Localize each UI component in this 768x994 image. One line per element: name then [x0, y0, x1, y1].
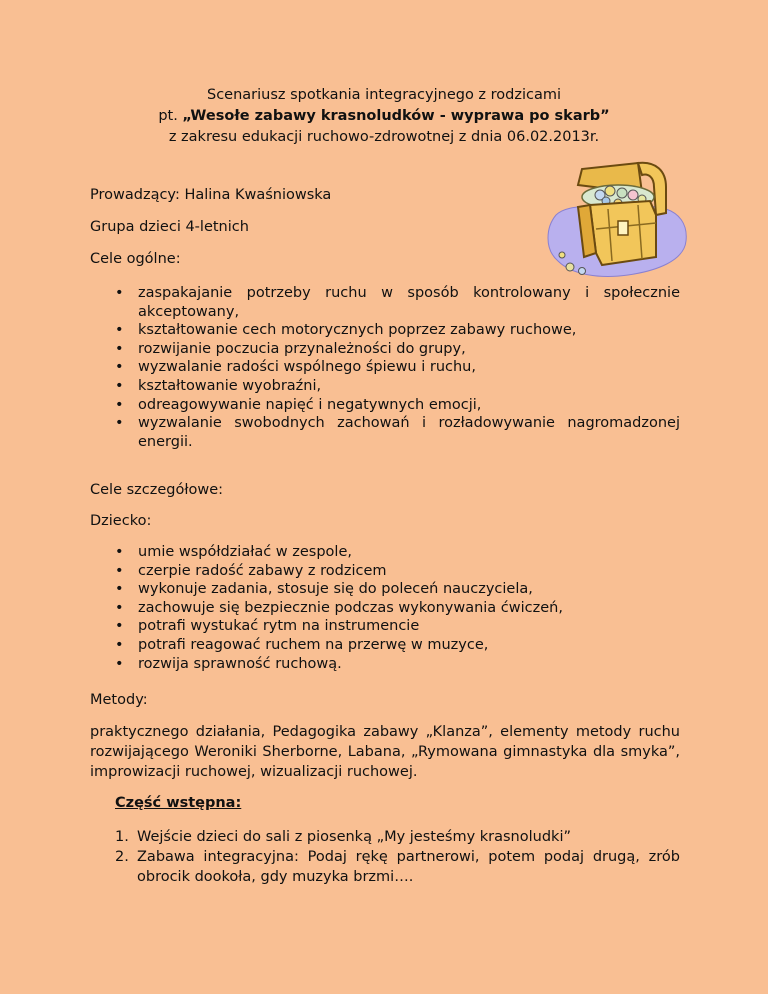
detailed-goals-list	[90, 543, 680, 673]
detailed-goals-heading: Cele szczegółowe:	[90, 482, 224, 498]
list-item	[115, 847, 680, 887]
list-item: • rozwijanie poczucia przynależności do grupy,	[90, 340, 680, 359]
step-number: 1.	[115, 829, 129, 845]
list-item: • kształtowanie wyobraźni,	[90, 377, 680, 396]
document-header	[0, 85, 768, 148]
child-label: Dziecko:	[90, 513, 152, 529]
lead-teacher: Prowadzący: Halina Kwaśniowska	[90, 187, 332, 203]
header-line-1: Scenariusz spotkania integracyjnego z rodzicami	[206, 87, 562, 103]
list-item: • rozwija sprawność ruchową.	[90, 655, 680, 674]
methods-paragraph: praktycznego działania, Pedagogika zabawy „Klanza”, elementy metody ruchu rozwijającego Weroniki Sherborne, Labana, „Rymowana gimnastyka dla smyka”, improwizacji ruchowej, wizualizacji ruchowej.	[90, 724, 680, 780]
step-number: 2.	[115, 849, 129, 865]
list-item: • potrafi wystukać rytm na instrumencie	[90, 617, 680, 636]
list-item: • wyzwalanie swobodnych zachowań i rozładowywanie nagromadzonej energii.	[90, 414, 680, 451]
header-line-3: z zakresu edukacji ruchowo-zdrowotnej z dnia 06.02.2013r.	[168, 129, 600, 145]
intro-steps-list	[115, 827, 680, 887]
list-item: • wykonuje zadania, stosuje się do poleceń nauczyciela,	[90, 580, 680, 599]
header-prefix: pt.	[158, 108, 183, 124]
treasure-chest-icon	[538, 157, 690, 282]
children-group: Grupa dzieci 4-letnich	[90, 219, 249, 235]
list-item: • potrafi reagować ruchem na przerwę w muzyce,	[90, 636, 680, 655]
list-item: • kształtowanie cech motorycznych poprzez zabawy ruchowe,	[90, 321, 680, 340]
list-item	[115, 827, 680, 847]
step-text: Wejście dzieci do sali z piosenką „My jesteśmy krasnoludki”	[137, 829, 571, 845]
general-goals-list	[90, 284, 680, 451]
list-item: • odreagowywanie napięć i negatywnych emocji,	[90, 396, 680, 415]
list-item: • zaspakajanie potrzeby ruchu w sposób kontrolowany i społecznie akceptowany,	[90, 284, 680, 321]
list-item: • wyzwalanie radości wspólnego śpiewu i ruchu,	[90, 358, 680, 377]
intro-section-heading: Część wstępna:	[115, 795, 242, 811]
methods-heading: Metody:	[90, 692, 148, 708]
general-goals-heading: Cele ogólne:	[90, 251, 181, 267]
list-item: • umie współdziałać w zespole,	[90, 543, 680, 562]
header-line-2	[0, 106, 768, 127]
step-text: Zabawa integracyjna: Podaj rękę partnerowi, potem podaj drugą, zrób obrocik dookoła, gdy muzyka brzmi….	[137, 849, 680, 885]
scenario-title: „Wesołe zabawy krasnoludków - wyprawa po skarb”	[182, 108, 610, 124]
list-item: • zachowuje się bezpiecznie podczas wykonywania ćwiczeń,	[90, 599, 680, 618]
list-item: • czerpie radość zabawy z rodzicem	[90, 562, 680, 581]
